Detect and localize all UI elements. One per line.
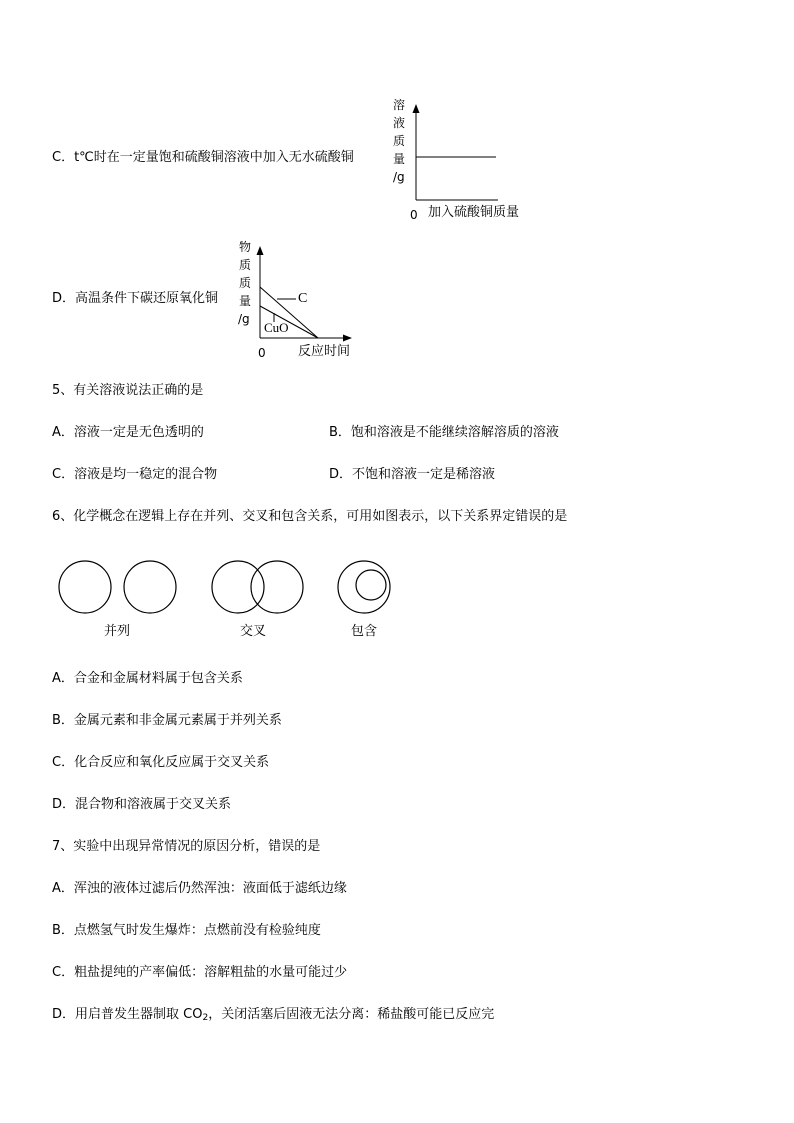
q5-option-a: A．溶液一定是无色透明的: [52, 425, 204, 440]
q6-label-parallel: 并列: [104, 624, 131, 639]
q4d-origin: 0: [258, 346, 266, 360]
q6-parallel-circle-left: [59, 561, 111, 613]
q7-option-c: C．粗盐提纯的产率偏低：溶解粗盐的水量可能过少: [52, 965, 348, 980]
q4c-origin: 0: [410, 208, 418, 222]
q6-contain-circle-inner: [356, 570, 386, 600]
q6-label-contain: 包含: [351, 624, 378, 639]
q6-option-a: A．合金和金属材料属于包含关系: [52, 671, 243, 686]
q5-option-b: B．饱和溶液是不能继续溶解溶质的溶液: [329, 425, 559, 440]
q5-option-c: C．溶液是均一稳定的混合物: [52, 467, 218, 482]
q7-option-d-post: ，关闭活塞后固液无法分离：稀盐酸可能已反应完: [208, 1007, 495, 1022]
q7-stem: 7、实验中出现异常情况的原因分析，错误的是: [52, 839, 321, 854]
q6-option-c: C．化合反应和氧化反应属于交叉关系: [52, 755, 270, 770]
q6-label-intersect: 交叉: [240, 624, 267, 639]
q4-option-c: C．t℃时在一定量饱和硫酸铜溶液中加入无水硫酸铜: [52, 150, 354, 165]
q4-option-d: D．高温条件下碳还原氧化铜: [52, 291, 219, 306]
q4d-ylabel-4: 量: [239, 294, 252, 308]
q6-contain-circle-outer: [338, 561, 390, 613]
q7-option-a: A．浑浊的液体过滤后仍然浑浊：液面低于滤纸边缘: [52, 881, 347, 896]
q6-option-d: D．混合物和溶液属于交叉关系: [52, 797, 232, 812]
q7-option-d-pre: D．用启普发生器制取 CO: [52, 1007, 203, 1022]
q4d-label-cuo: CuO: [264, 320, 289, 335]
q7-option-d: [52, 1007, 494, 1026]
q4c-ylabel-1: 溶: [393, 98, 406, 112]
q4c-ylabel-5: /g: [393, 170, 405, 184]
q4c-xlabel: 加入硫酸铜质量: [428, 205, 520, 220]
q6-intersect-circle-right: [251, 561, 303, 613]
q4d-ylabel-1: 物: [239, 240, 252, 254]
q4d-ylabel-2: 质: [239, 258, 252, 272]
q5-option-d: D．不饱和溶液一定是稀溶液: [329, 467, 496, 482]
q4c-ylabel-2: 液: [393, 116, 406, 130]
q4d-xlabel: 反应时间: [298, 344, 351, 359]
q6-option-b: B．金属元素和非金属元素属于并列关系: [52, 713, 282, 728]
q4d-ylabel-3: 质: [239, 276, 252, 290]
q4d-label-c: C: [298, 291, 308, 306]
q4d-ylabel-5: /g: [238, 312, 250, 326]
q5-stem: 5、有关溶液说法正确的是: [52, 383, 204, 398]
q4c-ylabel-4: 量: [393, 152, 406, 166]
q7-option-d-subscript: 2: [202, 1013, 209, 1023]
q6-stem: 6、化学概念在逻辑上存在并列、交叉和包含关系，可用如图表示，以下关系界定错误的是: [52, 509, 568, 524]
q7-option-b: B．点燃氢气时发生爆炸：点燃前没有检验纯度: [52, 923, 321, 938]
q4c-ylabel-3: 质: [393, 134, 406, 148]
q6-intersect-circle-left: [212, 561, 264, 613]
q6-parallel-circle-right: [124, 561, 176, 613]
